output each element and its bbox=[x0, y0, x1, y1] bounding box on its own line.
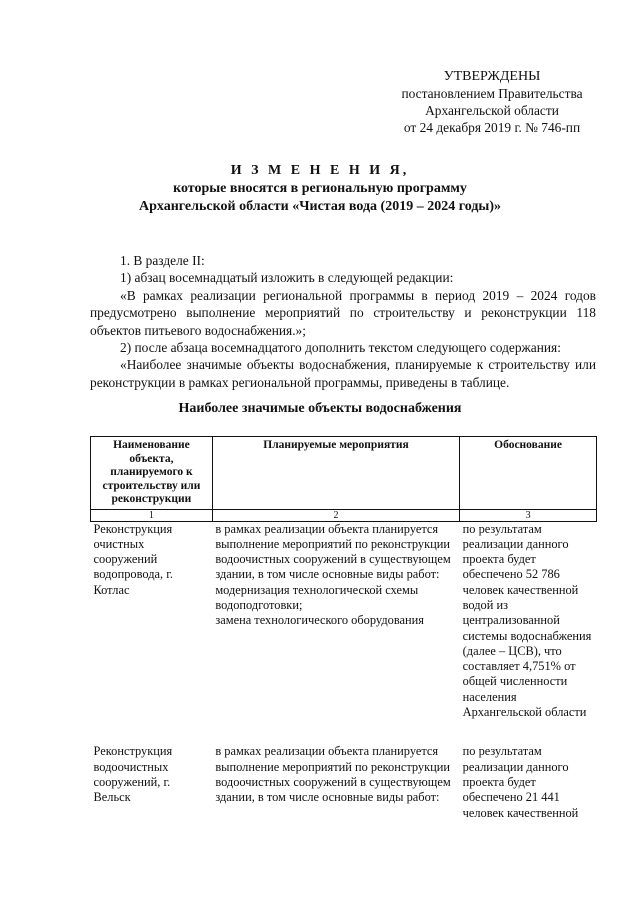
reason-cell: по результатам реализации данного проекта будет обеспечено 52 786 человек качественной водой из централизованной системы водоснабжения (далее – ЦСВ), что составляет 4,751% от общей численности населения Архангельской области bbox=[462, 521, 592, 720]
document-body bbox=[90, 252, 596, 391]
objects-table bbox=[90, 436, 597, 821]
heading-subtitle: Архангельской области «Чистая вода (2019 – 2024 годы)» bbox=[138, 199, 501, 214]
measures-cell bbox=[212, 521, 459, 720]
table-row bbox=[91, 521, 597, 720]
table-title: Наиболее значимые объекты водоснабжения bbox=[178, 401, 462, 416]
document-heading bbox=[0, 162, 640, 216]
approval-line: от 24 декабря 2019 г. № 746-пп bbox=[403, 120, 581, 135]
column-header: Планируемые мероприятия bbox=[212, 437, 459, 510]
table-row bbox=[91, 744, 597, 820]
measures-item: замена технологического оборудования bbox=[215, 613, 424, 628]
approval-block bbox=[380, 68, 604, 136]
heading-title: И З М Е Н Е Н И Я, bbox=[230, 163, 410, 178]
column-number: 2 bbox=[212, 509, 459, 521]
measures-item: модернизация технологической схемы водоподготовки; bbox=[215, 582, 419, 612]
paragraph: «Наиболее значимые объекты водоснабжения, планируемые к строительству или реконструкции в рамках региональной программы, приведены в таблице. bbox=[90, 357, 596, 390]
approval-line: постановлением Правительства bbox=[401, 86, 583, 101]
object-name-cell: Реконструкция водоочистных сооружений, г. Вельск bbox=[93, 744, 173, 805]
measures-text: в рамках реализации объекта планируется выполнение мероприятий по реконструкции водоочистных сооружений в существующем здании, в том числе основные виды работ: bbox=[215, 521, 451, 582]
reason-cell: по результатам реализации данного проекта будет обеспечено 21 441 человек качественной bbox=[462, 744, 579, 820]
approval-line: Архангельской области bbox=[425, 103, 559, 118]
column-number: 1 bbox=[91, 509, 213, 521]
paragraph: 1) абзац восемнадцатый изложить в следующей редакции: bbox=[120, 270, 454, 286]
heading-subtitle: которые вносятся в региональную программу bbox=[173, 181, 467, 196]
column-header: Наименование объекта, планируемого к строительству или реконструкции bbox=[91, 437, 213, 510]
paragraph: 2) после абзаца восемнадцатого дополнить текстом следующего содержания: bbox=[120, 340, 561, 356]
object-name-cell: Реконструкция очистных сооружений водопровода, г. Котлас bbox=[93, 521, 174, 597]
column-number: 3 bbox=[460, 509, 597, 521]
approval-title: УТВЕРЖДЕНЫ bbox=[443, 69, 541, 84]
measures-cell: в рамках реализации объекта планируется выполнение мероприятий по реконструкции водоочистных сооружений в существующем здании, в том числе основные виды работ: bbox=[215, 744, 451, 805]
column-header: Обоснование bbox=[460, 437, 597, 510]
paragraph: 1. В разделе II: bbox=[120, 253, 205, 268]
paragraph: «В рамках реализации региональной программы в период 2019 – 2024 годов предусмотрено выполнение мероприятий по строительству и реконструкции 118 объектов питьевого водоснабжения.»; bbox=[90, 287, 596, 338]
row-spacer bbox=[91, 720, 597, 744]
column-number-row bbox=[91, 509, 597, 521]
table-header-row bbox=[91, 437, 597, 510]
